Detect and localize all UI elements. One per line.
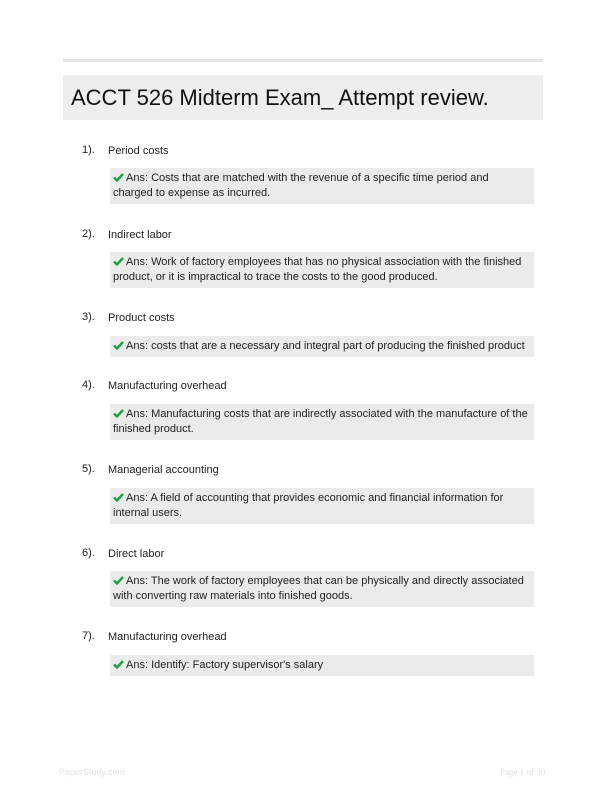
page-title: ACCT 526 Midterm Exam_ Attempt review. <box>71 84 489 110</box>
question-number: 7). <box>82 630 95 642</box>
question-number: 6). <box>82 547 95 559</box>
checkmark-icon <box>113 493 124 502</box>
watermark-text: PaperStudy.com <box>59 767 125 777</box>
question-number: 2). <box>82 228 95 240</box>
question-term: Manufacturing overhead <box>108 631 227 643</box>
answer-box <box>110 336 534 357</box>
checkmark-icon <box>113 173 124 182</box>
answer-box <box>110 404 534 440</box>
answer-box <box>110 252 534 288</box>
answer-box <box>110 655 534 676</box>
checkmark-icon <box>113 341 124 350</box>
question-term: Indirect labor <box>108 229 172 241</box>
title-bar <box>63 75 543 120</box>
answer-text: Ans: costs that are a necessary and integral part of producing the finished product <box>126 340 525 352</box>
question-number: 4). <box>82 379 95 391</box>
top-divider <box>63 59 543 62</box>
question-term: Product costs <box>108 312 175 324</box>
page-number: Page 1 of 30 <box>500 767 546 777</box>
answer-box <box>110 168 534 204</box>
answer-text: Ans: Identify: Factory supervisor's salary <box>126 659 324 671</box>
question-term: Period costs <box>108 145 169 157</box>
question-number: 5). <box>82 463 95 475</box>
question-term: Manufacturing overhead <box>108 380 227 392</box>
question-number: 1). <box>82 144 95 156</box>
checkmark-icon <box>113 409 124 418</box>
answer-text: Ans: Costs that are matched with the revenue of a specific time period and charged to expense as incurred. <box>113 172 489 199</box>
answer-text: Ans: Manufacturing costs that are indirectly associated with the manufacture of the finished product. <box>113 408 528 435</box>
answer-text: Ans: The work of factory employees that can be physically and directly associated with converting raw materials into finished goods. <box>113 575 524 602</box>
checkmark-icon <box>113 660 124 669</box>
question-term: Direct labor <box>108 548 165 560</box>
answer-text: Ans: A field of accounting that provides economic and financial information for internal users. <box>113 492 504 519</box>
answer-box <box>110 488 534 524</box>
answer-box <box>110 571 534 607</box>
checkmark-icon <box>113 257 124 266</box>
question-number: 3). <box>82 311 95 323</box>
question-term: Managerial accounting <box>108 464 219 476</box>
answer-text: Ans: Work of factory employees that has no physical association with the finished product, or it is impractical to trace the costs to the good produced. <box>113 256 522 283</box>
checkmark-icon <box>113 576 124 585</box>
